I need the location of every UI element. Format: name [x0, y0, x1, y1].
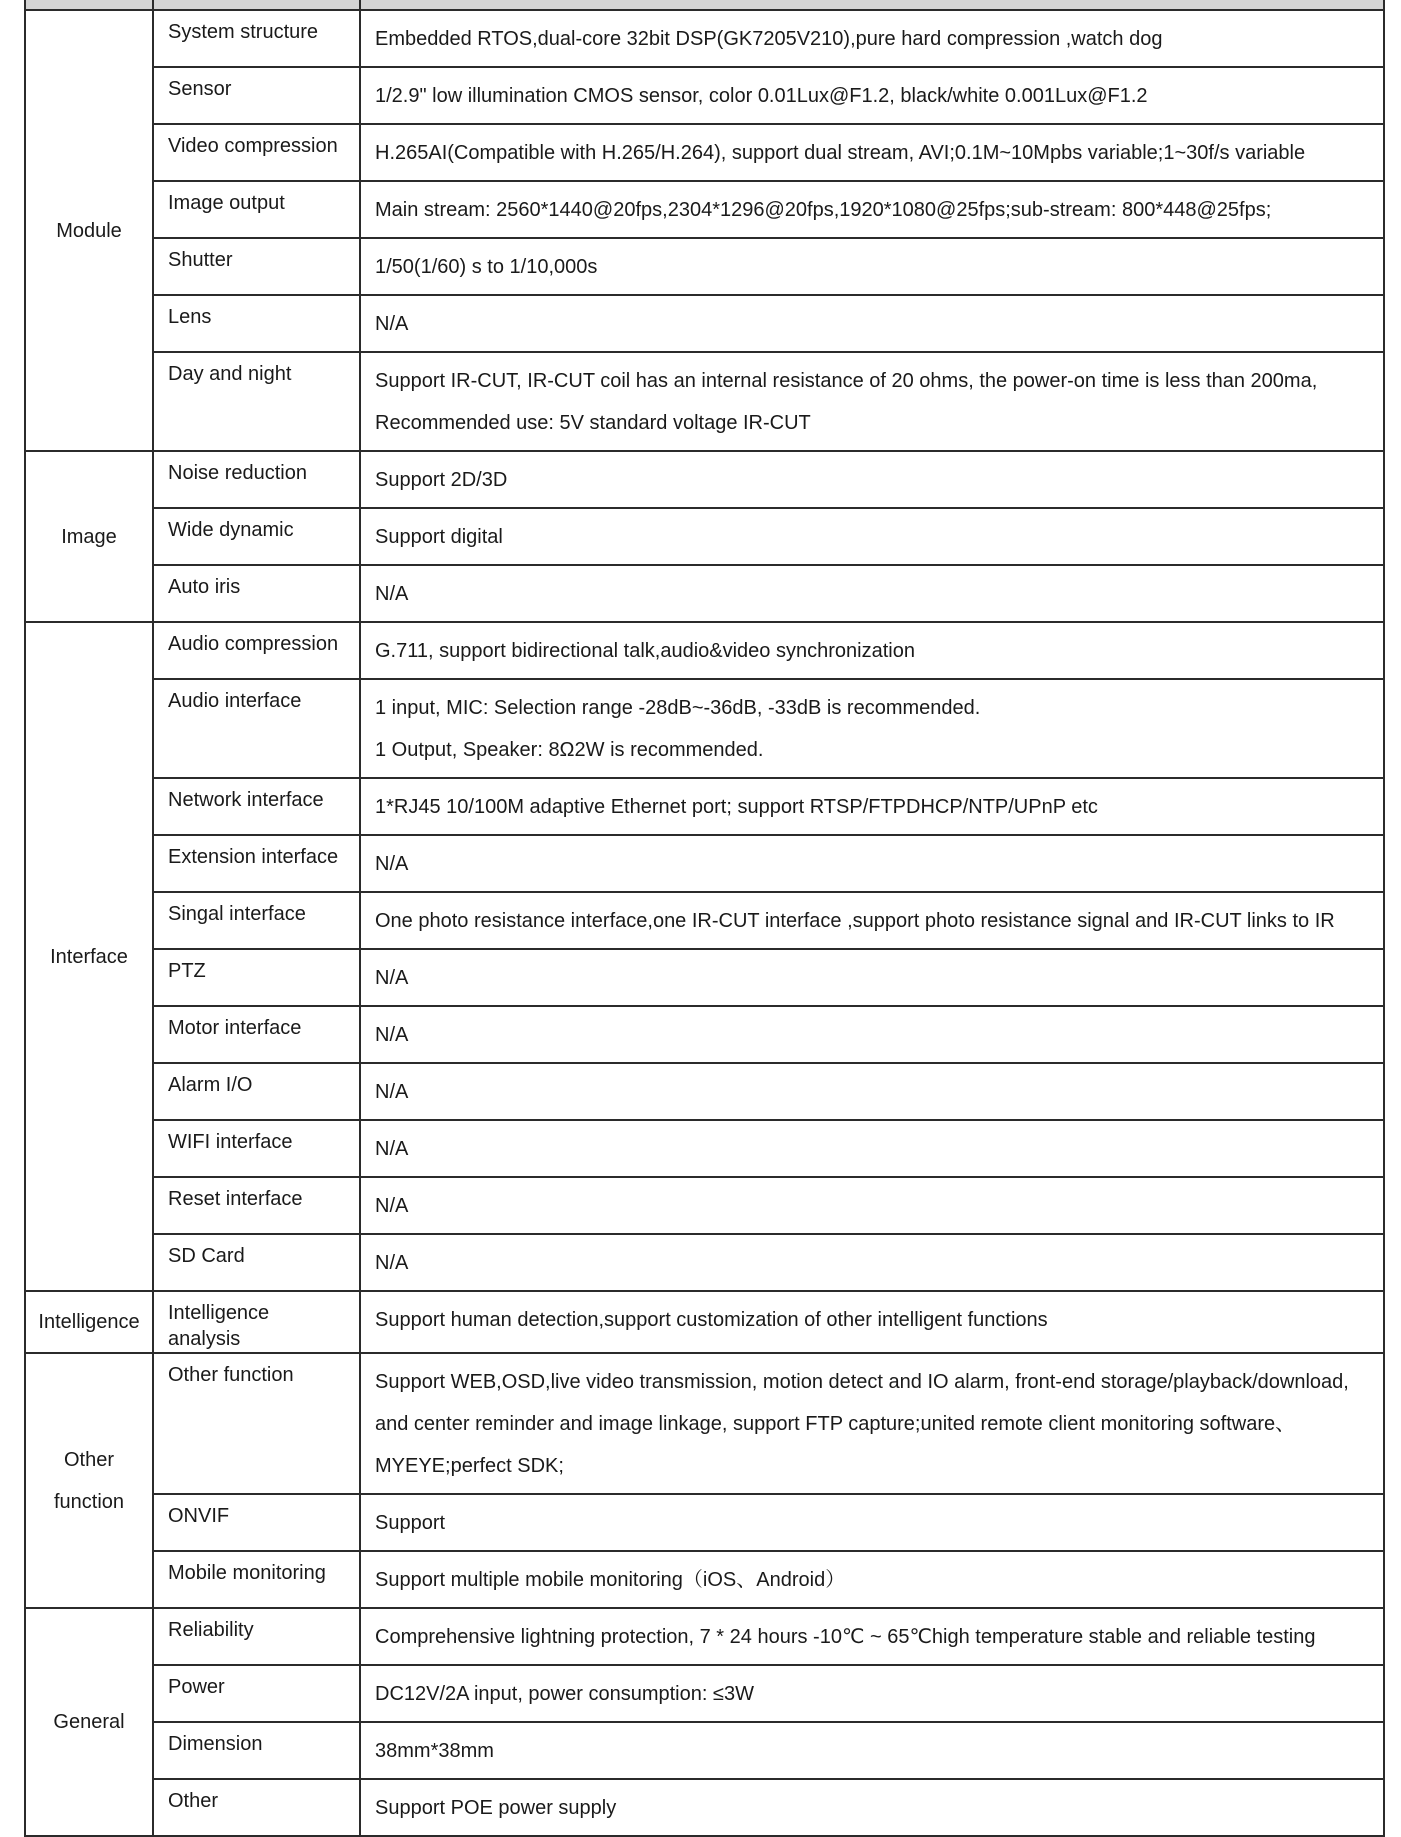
value-line: 1/2.9" low illumination CMOS sensor, color 0.01Lux@F1.2, black/white 0.001Lux@F1.2 — [375, 85, 1148, 107]
value-line: Comprehensive lightning protection, 7 * 24 hours -10℃ ~ 65℃high temperature stable and reliable testing — [375, 1626, 1316, 1648]
value-line: Main stream: 2560*1440@20fps,2304*1296@20fps,1920*1080@25fps;sub-stream: 800*448@25fps; — [375, 199, 1272, 221]
value-cell — [360, 1177, 1384, 1234]
header-row-cutoff — [25, 0, 1384, 10]
item-cell: Lens — [153, 295, 360, 352]
table-row — [25, 451, 1384, 508]
item-cell: Motor interface — [153, 1006, 360, 1063]
item-cell: Day and night — [153, 352, 360, 451]
item-cell: Other function — [153, 1353, 360, 1494]
value-line: N/A — [375, 967, 409, 989]
item-cell: SD Card — [153, 1234, 360, 1291]
value-line: 1 Output, Speaker: 8Ω2W is recommended. — [375, 739, 764, 761]
table-row — [25, 835, 1384, 892]
value-cell — [360, 451, 1384, 508]
table-row — [25, 1120, 1384, 1177]
value-cell — [360, 124, 1384, 181]
value-line: N/A — [375, 1195, 409, 1217]
value-cell — [360, 622, 1384, 679]
item-cell: Power — [153, 1665, 360, 1722]
table-row — [25, 778, 1384, 835]
value-cell — [360, 565, 1384, 622]
table-row — [25, 508, 1384, 565]
value-line: Support — [375, 1512, 446, 1534]
spec-table-body — [25, 0, 1384, 1836]
value-line: DC12V/2A input, power consumption: ≤3W — [375, 1683, 754, 1705]
value-line: H.265AI(Compatible with H.265/H.264), support dual stream, AVI;0.1M~10Mpbs variable;1~30f/s variable — [375, 142, 1306, 164]
value-line: Support digital — [375, 526, 503, 548]
item-cell: Singal interface — [153, 892, 360, 949]
table-row — [25, 1551, 1384, 1608]
value-cell — [360, 778, 1384, 835]
item-cell: WIFI interface — [153, 1120, 360, 1177]
item-cell: Auto iris — [153, 565, 360, 622]
table-row — [25, 295, 1384, 352]
value-line: N/A — [375, 1024, 409, 1046]
value-line: Embedded RTOS,dual-core 32bit DSP(GK7205V210),pure hard compression ,watch dog — [375, 28, 1163, 50]
item-cell: Mobile monitoring — [153, 1551, 360, 1608]
value-line: Support IR-CUT, IR-CUT coil has an internal resistance of 20 ohms, the power-on time is less than 200ma, Recommended use: 5V standard voltage IR-CUT — [375, 370, 1318, 434]
item-cell: Other — [153, 1779, 360, 1836]
item-cell: Shutter — [153, 238, 360, 295]
item-cell: Alarm I/O — [153, 1063, 360, 1120]
value-line: 1/50(1/60) s to 1/10,000s — [375, 256, 598, 278]
value-cell — [360, 238, 1384, 295]
value-cell — [360, 835, 1384, 892]
value-line: N/A — [375, 1138, 409, 1160]
category-cell: Other function — [25, 1353, 153, 1608]
value-cell — [360, 1551, 1384, 1608]
value-line: 1*RJ45 10/100M adaptive Ethernet port; support RTSP/FTPDHCP/NTP/UPnP etc — [375, 796, 1098, 818]
table-row — [25, 1291, 1384, 1353]
table-row — [25, 679, 1384, 778]
item-cell: Dimension — [153, 1722, 360, 1779]
item-cell: PTZ — [153, 949, 360, 1006]
table-row — [25, 1353, 1384, 1494]
item-cell: Extension interface — [153, 835, 360, 892]
value-cell — [360, 508, 1384, 565]
item-cell: Audio compression — [153, 622, 360, 679]
value-line: Support human detection,support customization of other intelligent functions — [375, 1309, 1048, 1331]
table-row — [25, 238, 1384, 295]
category-cell: Image — [25, 451, 153, 622]
value-cell — [360, 892, 1384, 949]
value-cell — [360, 352, 1384, 451]
item-cell: Sensor — [153, 67, 360, 124]
table-row — [25, 1494, 1384, 1551]
item-cell: Image output — [153, 181, 360, 238]
table-row — [25, 1234, 1384, 1291]
value-cell — [360, 181, 1384, 238]
value-cell — [360, 1234, 1384, 1291]
value-cell — [360, 1779, 1384, 1836]
category-cell: Module — [25, 10, 153, 451]
table-row — [25, 1722, 1384, 1779]
item-cell: Network interface — [153, 778, 360, 835]
table-row — [25, 10, 1384, 67]
value-line: Support multiple mobile monitoring（iOS、Android） — [375, 1569, 846, 1591]
table-row — [25, 565, 1384, 622]
item-cell: System structure — [153, 10, 360, 67]
table-row — [25, 1063, 1384, 1120]
item-cell: Audio interface — [153, 679, 360, 778]
table-row — [25, 622, 1384, 679]
value-line: N/A — [375, 1252, 409, 1274]
value-cell — [360, 1353, 1384, 1494]
table-row — [25, 1779, 1384, 1836]
table-row — [25, 1006, 1384, 1063]
item-cell: Reset interface — [153, 1177, 360, 1234]
value-line: G.711, support bidirectional talk,audio&video synchronization — [375, 640, 915, 662]
item-cell: Wide dynamic — [153, 508, 360, 565]
category-cell: General — [25, 1608, 153, 1836]
table-row — [25, 949, 1384, 1006]
table-row — [25, 67, 1384, 124]
value-cell — [360, 1120, 1384, 1177]
item-cell: Intelligence analysis — [153, 1291, 360, 1353]
table-row — [25, 892, 1384, 949]
value-cell — [360, 679, 1384, 778]
value-line: N/A — [375, 853, 409, 875]
value-cell — [360, 295, 1384, 352]
value-cell — [360, 1006, 1384, 1063]
value-line: Support 2D/3D — [375, 469, 508, 491]
table-row — [25, 124, 1384, 181]
header-cell — [25, 0, 153, 10]
value-line: 1 input, MIC: Selection range -28dB~-36dB, -33dB is recommended. — [375, 697, 981, 719]
value-line: N/A — [375, 313, 409, 335]
value-line: N/A — [375, 583, 409, 605]
category-cell: Intelligence — [25, 1291, 153, 1353]
value-cell — [360, 1608, 1384, 1665]
item-cell: Noise reduction — [153, 451, 360, 508]
value-line: One photo resistance interface,one IR-CUT interface ,support photo resistance signal and IR-CUT links to IR — [375, 910, 1335, 932]
value-line: Support POE power supply — [375, 1797, 617, 1819]
value-cell — [360, 10, 1384, 67]
table-row — [25, 181, 1384, 238]
value-cell — [360, 1063, 1384, 1120]
table-row — [25, 1665, 1384, 1722]
spec-table — [24, 0, 1385, 1837]
value-cell — [360, 1291, 1384, 1353]
table-row — [25, 1177, 1384, 1234]
value-line: Support WEB,OSD,live video transmission, motion detect and IO alarm, front-end storage/playback/download, and center reminder and image linkage, support FTP capture;united remote client monitoring software、MYEYE;perfect SDK; — [375, 1371, 1349, 1477]
value-cell — [360, 67, 1384, 124]
table-row — [25, 1608, 1384, 1665]
item-cell: Reliability — [153, 1608, 360, 1665]
header-cell — [153, 0, 360, 10]
item-cell: Video compression — [153, 124, 360, 181]
value-line: 38mm*38mm — [375, 1740, 494, 1762]
header-cell — [360, 0, 1384, 10]
value-cell — [360, 949, 1384, 1006]
value-cell — [360, 1494, 1384, 1551]
category-cell: Interface — [25, 622, 153, 1291]
table-row — [25, 352, 1384, 451]
value-cell — [360, 1665, 1384, 1722]
value-cell — [360, 1722, 1384, 1779]
item-cell: ONVIF — [153, 1494, 360, 1551]
value-line: N/A — [375, 1081, 409, 1103]
